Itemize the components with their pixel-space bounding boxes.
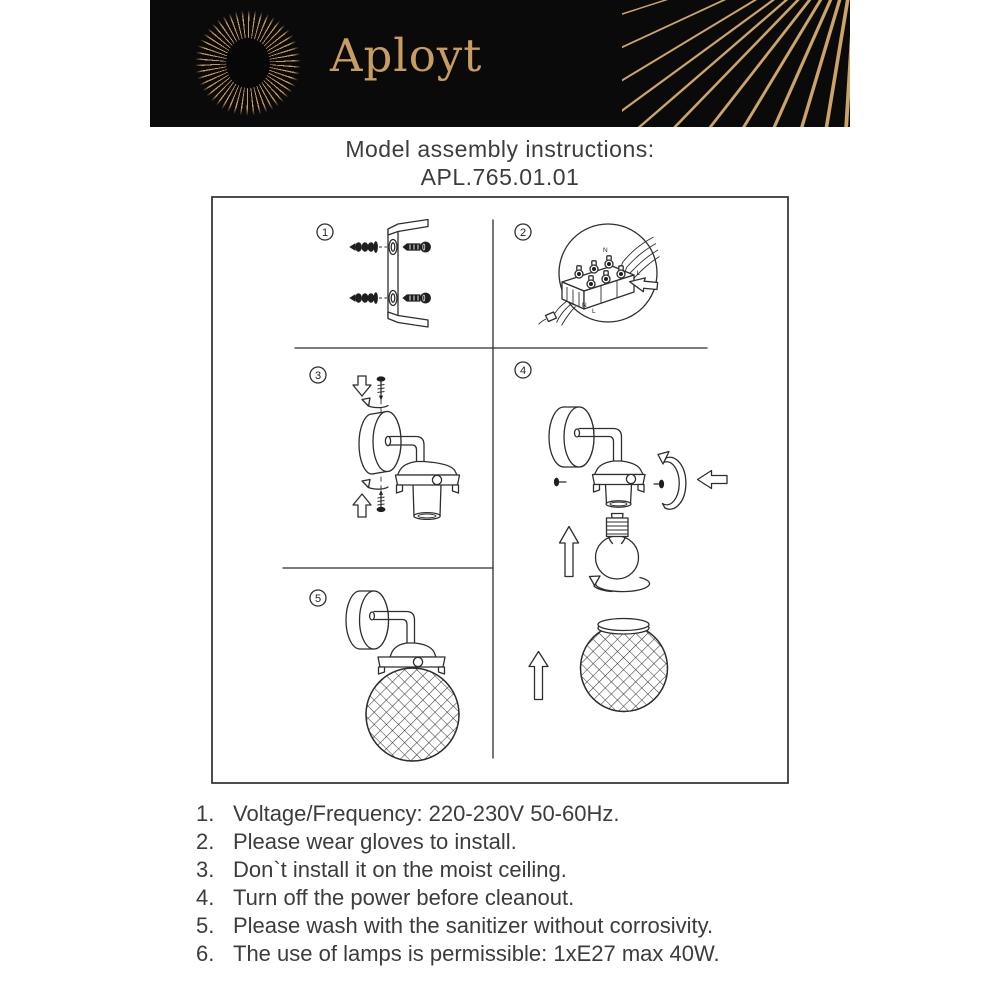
instruction-item: [196, 801, 876, 829]
step-3-panel: [310, 367, 460, 519]
insert-up-arrow: [529, 652, 548, 700]
model-number: APL.765.01.01: [420, 164, 580, 190]
wire-label-n2: N: [582, 302, 587, 309]
press-down-arrow: [353, 376, 371, 396]
insert-arrow: [698, 471, 728, 489]
light-bulb: [596, 514, 639, 580]
diagram-border: [212, 197, 788, 783]
side-screw-left: [554, 478, 566, 486]
instruction-text: Voltage/Frequency: 220-230V 50-60Hz.: [233, 801, 620, 826]
instruction-text: Please wear gloves to install.: [233, 829, 517, 854]
banner-rays-decoration: [622, 0, 850, 127]
mounting-screw: [403, 242, 431, 252]
side-screw-right: [654, 480, 664, 488]
instruction-item: [196, 913, 876, 941]
shade-globe: [366, 668, 459, 761]
instruction-number: 1.: [196, 801, 215, 826]
step-1-number: 1: [321, 227, 329, 239]
instructions-list: [196, 801, 876, 969]
fixture-wires: [539, 301, 576, 326]
brand-banner: [150, 0, 850, 127]
instruction-text: The use of lamps is permissible: 1xE27 max 40W.: [233, 941, 720, 966]
wall-anchor: [350, 293, 387, 304]
wire-label-n: N: [603, 247, 608, 254]
wire-label-l2: L: [592, 308, 596, 315]
instruction-text: Turn off the power before cleanout.: [233, 885, 575, 910]
step-5-number: 5: [314, 593, 322, 605]
step-2-number: 2: [519, 227, 527, 239]
sunburst-logo-icon: [194, 9, 302, 117]
rotate-arrow-bottom: [362, 480, 388, 490]
step-4-number: 4: [519, 365, 527, 377]
assembly-diagram: [210, 195, 790, 787]
instruction-item: [196, 885, 876, 913]
step-2-panel: [515, 224, 660, 326]
instruction-number: 3.: [196, 857, 215, 882]
bottom-screw: [377, 491, 385, 512]
instruction-text: Don`t install it on the moist ceiling.: [233, 857, 567, 882]
insert-up-arrow: [560, 527, 579, 577]
instruction-number: 2.: [196, 829, 215, 854]
brand-name: Aployt: [330, 29, 483, 82]
step-4-panel: [515, 362, 727, 712]
instruction-number: 4.: [196, 885, 215, 910]
wire-label-l: L: [636, 270, 641, 277]
wall-anchor: [350, 242, 387, 253]
instruction-item: [196, 829, 876, 857]
instruction-item: [196, 857, 876, 885]
top-screw: [377, 377, 385, 400]
press-up-arrow: [353, 494, 371, 517]
instruction-item: [196, 941, 876, 969]
socket-cup: [593, 461, 646, 507]
instruction-number: 6.: [196, 941, 215, 966]
sunburst-core: [226, 38, 270, 88]
instruction-number: 5.: [196, 913, 215, 938]
step-5-panel: [310, 590, 459, 761]
step-3-number: 3: [314, 370, 322, 382]
shade-globe: [581, 619, 668, 712]
socket-cup: [396, 462, 460, 520]
page-title: Model assembly instructions:: [345, 136, 655, 162]
mounting-screw: [403, 293, 431, 303]
step-1-panel: [317, 220, 431, 328]
rotate-arrow-top: [362, 398, 388, 408]
wall-plate: [359, 412, 401, 475]
instruction-text: Please wash with the sanitizer without corrosivity.: [233, 913, 714, 938]
